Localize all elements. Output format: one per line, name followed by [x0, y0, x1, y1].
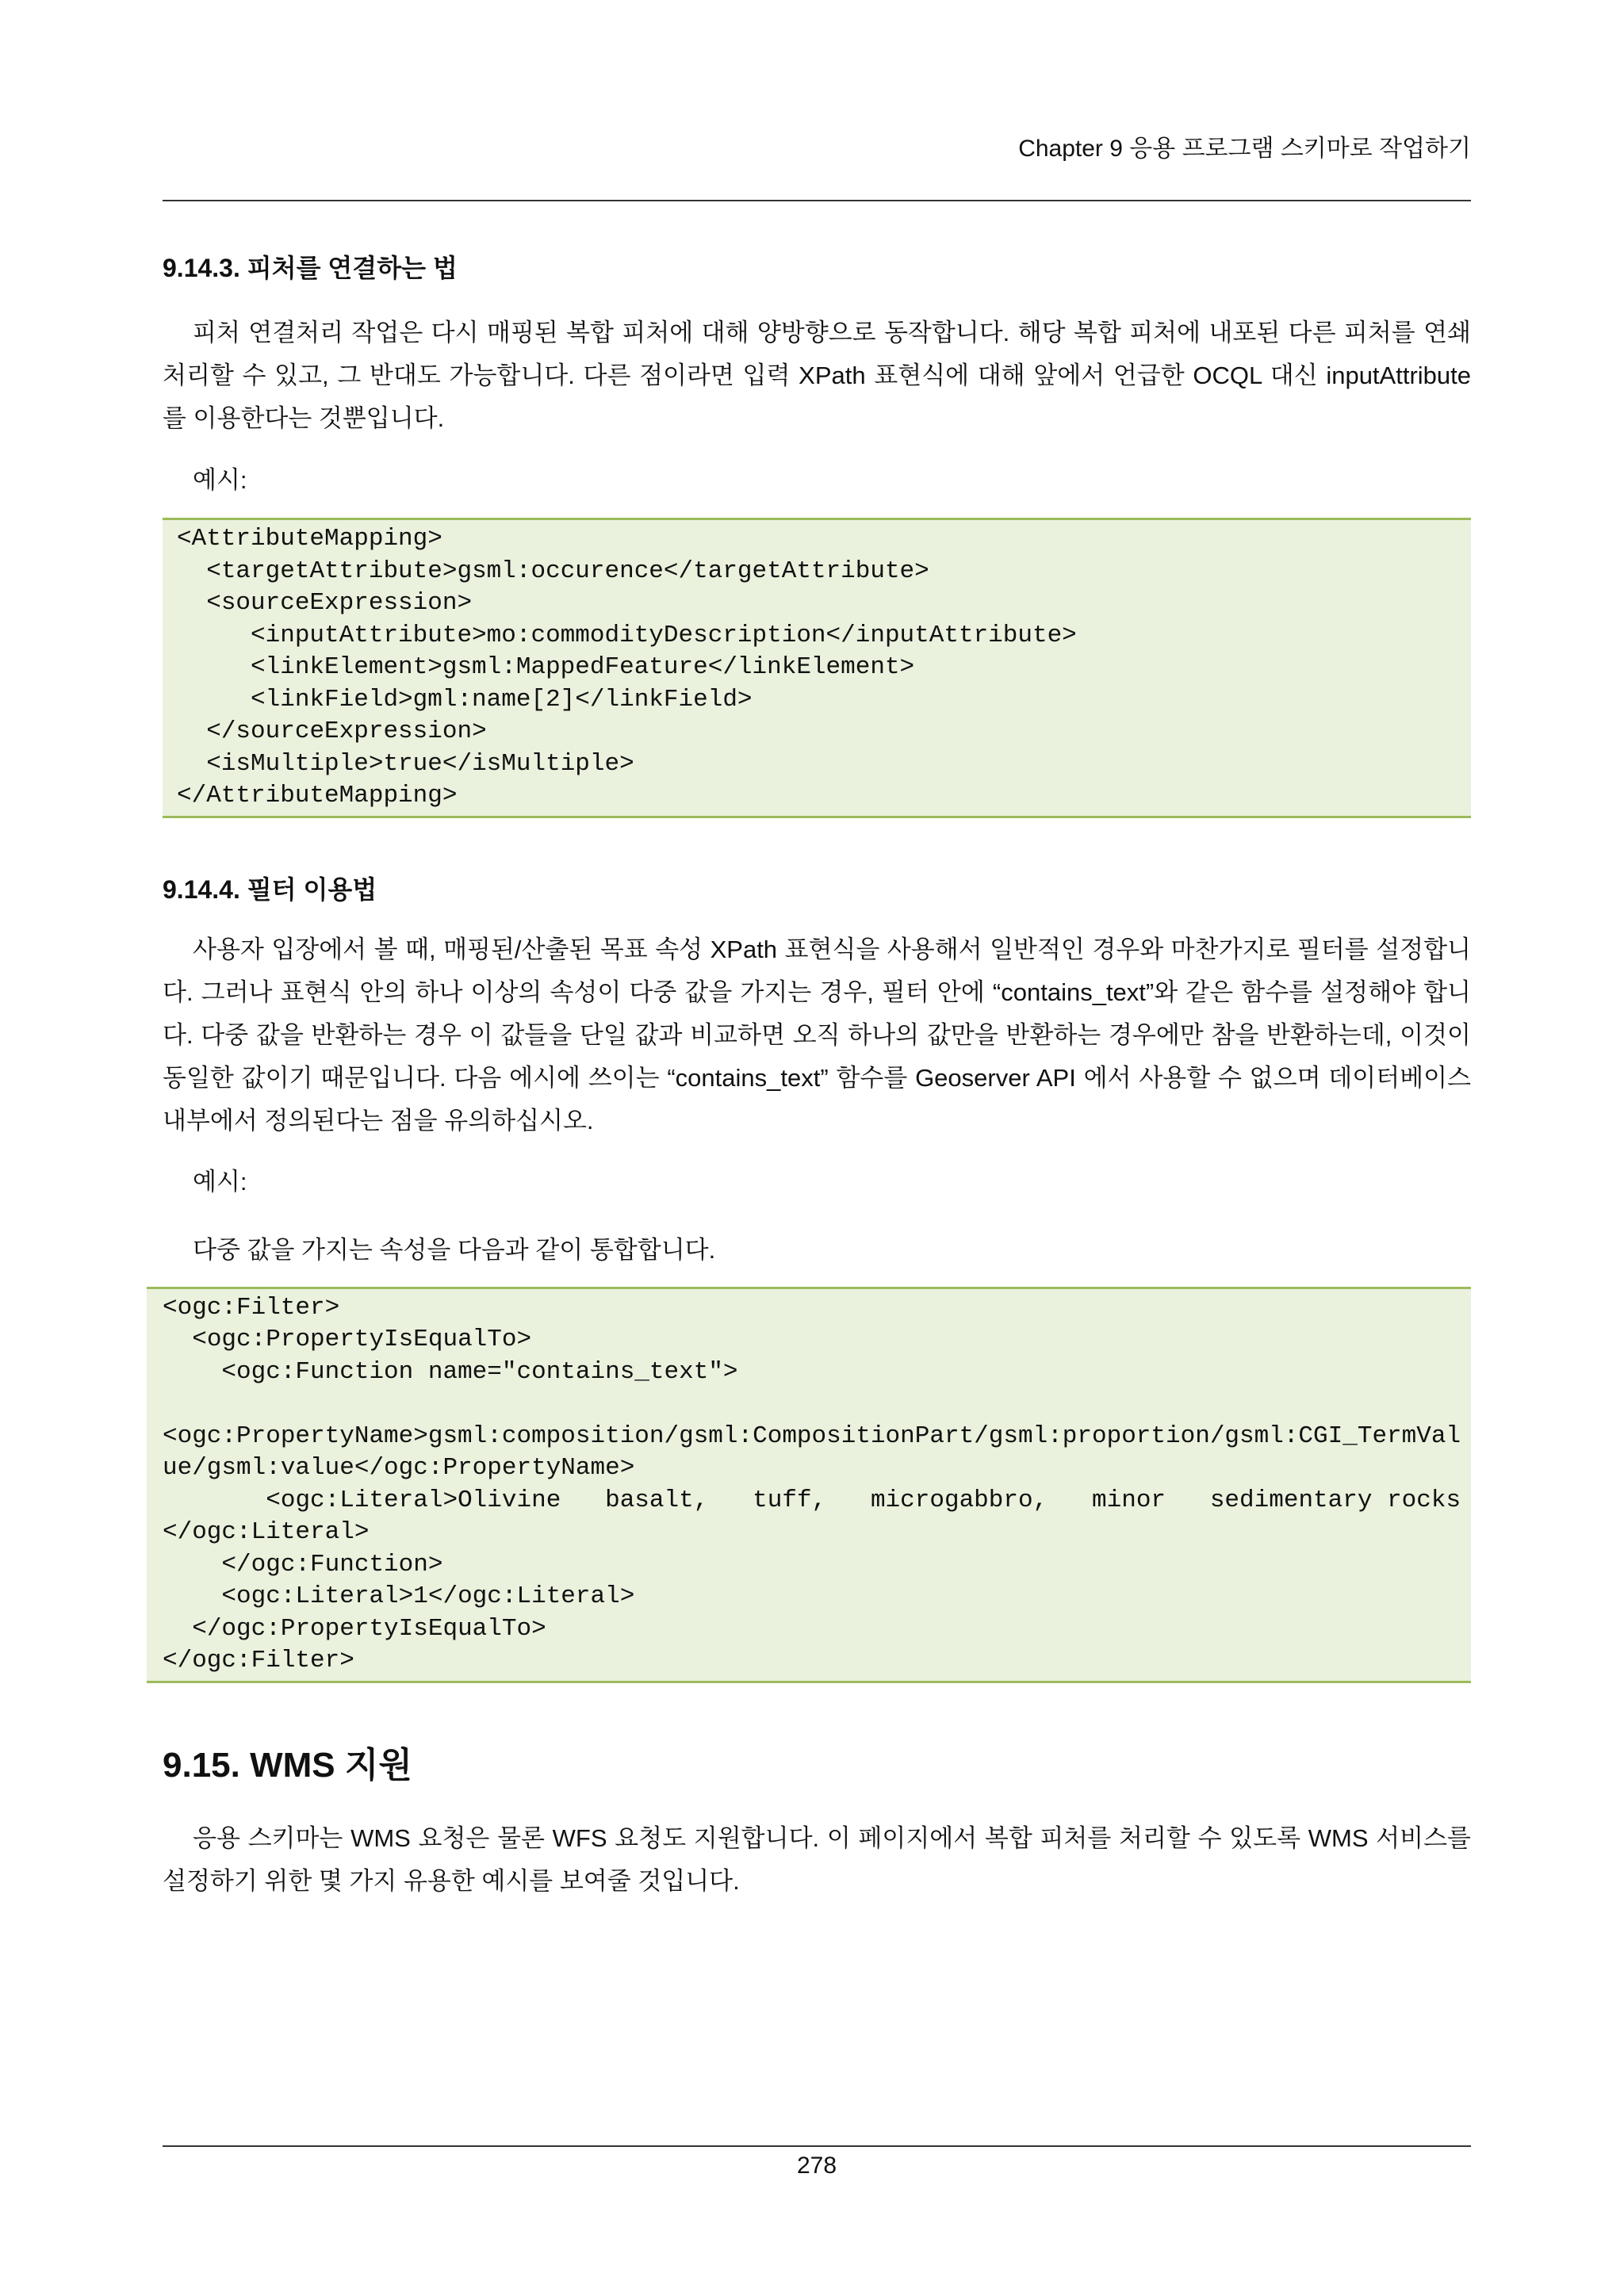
page-content — [163, 252, 1471, 1903]
header-rule — [163, 200, 1471, 201]
paragraph-feature-chaining: 피처 연결처리 작업은 다시 매핑된 복합 피처에 대해 양방향으로 동작합니다. 해당 복합 피처에 내포된 다른 피처를 연쇄 처리할 수 있고, 그 반대도 가능합니다. 다른 점이라면 입력 XPath 표현식에 대해 앞에서 언급한 OCQL 대신 inputAttribute 를 이용한다는 것뿐입니다. — [163, 319, 1471, 432]
paragraph-filter-intro: 다중 값을 가지는 속성을 다음과 같이 통합합니다. — [193, 1235, 716, 1264]
document-page — [163, 0, 1471, 2296]
example-label-2: 예시: — [193, 1167, 247, 1196]
heading-9-14-4: 9.14.4. 필터 이용법 — [163, 874, 377, 904]
heading-9-15: 9.15. WMS 지원 — [163, 1745, 412, 1785]
code-block-ogc-filter: <ogc:Filter> <ogc:PropertyIsEqualTo> <ogc:Function name="contains_text"> <ogc:PropertyName>gsml:composition/gsml:CompositionPart/gsml:proportion/gsml:CGI_TermValue/gsml:value</ogc:PropertyName> <ogc:Literal>Olivine basalt, tuff, microgabbro, minor sedimentary rocks</ogc:Literal> </ogc:Function> <ogc:Literal>1</ogc:Literal> </ogc:PropertyIsEqualTo> </ogc:Filter> — [147, 1287, 1471, 1683]
paragraph-filter-usage: 사용자 입장에서 볼 때, 매핑된/산출된 목표 속성 XPath 표현식을 사용해서 일반적인 경우와 마찬가지로 필터를 설정합니다. 그러나 표현식 안의 하나 이상의 속성이 다중 값을 가지는 경우, 필터 안에 “contains_text”와 같은 함수를 설정해야 합니다. 다중 값을 반환하는 경우 이 값들을 단일 값과 비교하면 오직 하나의 값만을 반환하는 경우에만 참을 반환하는데, 이것이 동일한 값이기 때문입니다. 다음 에시에 쓰이는 “contains_text” 함수를 Geoserver API 에서 사용할 수 없으며 데이터베이스 내부에서 정의된다는 점을 유의하십시오. — [163, 935, 1471, 1135]
heading-9-14-3: 9.14.3. 피처를 연결하는 법 — [163, 254, 458, 282]
running-header: Chapter 9 응용 프로그램 스키마로 작업하기 — [1018, 136, 1471, 162]
example-label-1: 예시: — [193, 466, 247, 494]
footer-rule — [163, 2145, 1471, 2147]
page-number: 278 — [796, 2152, 837, 2179]
paragraph-wms-support: 응용 스키마는 WMS 요청은 물론 WFS 요청도 지원합니다. 이 페이지에서 복합 피처를 처리할 수 있도록 WMS 서비스를 설정하기 위한 몇 가지 유용한 예시를 보여줄 것입니다. — [163, 1823, 1471, 1895]
code-block-attribute-mapping: <AttributeMapping> <targetAttribute>gsml:occurence</targetAttribute> <sourceExpression> <inputAttribute>mo:commodityDescription</inputAttribute> <linkElement>gsml:MappedFeature</linkElement> <linkField>gml:name[2]</linkField> </sourceExpression> <isMultiple>true</isMultiple> </AttributeMapping> — [163, 518, 1471, 818]
